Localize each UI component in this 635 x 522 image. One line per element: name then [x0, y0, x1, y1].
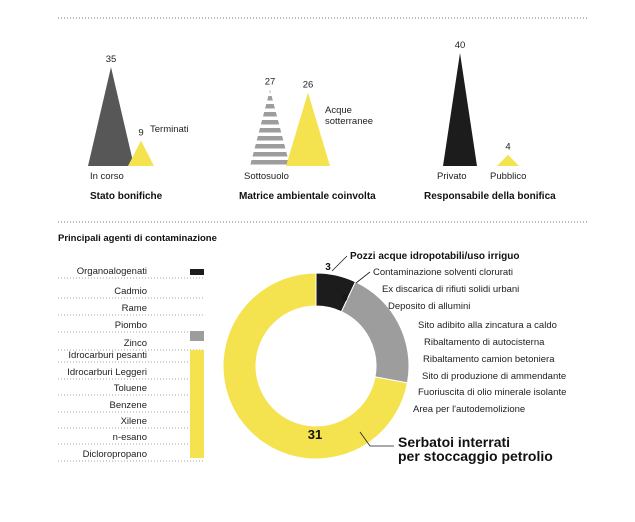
serbatoi-sublabel: Ribaltamento di autocisterna	[424, 337, 545, 348]
agents-list	[58, 266, 205, 461]
serbatoi-sublabel: Area per l'autodemolizione	[413, 404, 526, 415]
label-acque-line1: Acque	[325, 105, 352, 116]
value-privato: 40	[454, 40, 466, 51]
value-solventi: 9	[342, 293, 348, 304]
agent-label: Organoalogenati	[76, 266, 147, 277]
title-matrice-ambientale: Matrice ambientale coinvolta	[239, 191, 376, 202]
serbatoi-sublabel: Ribaltamento camion betoniera	[423, 354, 555, 365]
value-pubblico: 4	[505, 141, 511, 153]
agent-label: Benzene	[109, 400, 147, 411]
title-responsabile: Responsabile della bonifica	[424, 191, 556, 202]
serbatoi-sublabel: Fuoriuscita di olio minerale isolante	[418, 387, 567, 398]
leader-pozzi	[332, 256, 347, 271]
serbatoi-sublabels	[413, 320, 566, 415]
agent-label: Xilene	[120, 416, 147, 427]
label-sottosuolo: Sottosuolo	[244, 171, 289, 182]
value-in-corso: 35	[105, 54, 117, 66]
triangle-in-corso	[88, 67, 134, 166]
label-pozzi: Pozzi acque idropotabili/uso irriguo	[350, 251, 520, 262]
agent-label: Toluene	[113, 383, 147, 394]
value-terminati: 9	[138, 127, 144, 139]
label-ex-discarica: Ex discarica di rifiuti solidi urbani	[382, 284, 520, 295]
title-stato-bonifiche: Stato bonifiche	[90, 191, 163, 202]
triangle-sottosuolo	[250, 90, 290, 166]
triangle-pubblico	[497, 155, 519, 166]
agent-label: Idrocarburi pesanti	[68, 350, 147, 361]
value-acque-sotterranee: 26	[302, 79, 314, 91]
value-serbatoi: 31	[307, 427, 323, 442]
label-privato: Privato	[437, 171, 467, 182]
triangle-acque-sotterranee	[286, 93, 330, 166]
chart-responsabile	[424, 40, 556, 202]
label-serbatoi-2: per stoccaggio petrolio	[398, 448, 553, 464]
slice-solventi	[341, 282, 409, 383]
value-pozzi: 3	[325, 262, 331, 273]
label-in-corso: In corso	[90, 171, 124, 182]
serbatoi-sublabel: Sito di produzione di ammendante	[422, 371, 567, 382]
title-agenti: Principali agenti di contaminazione	[58, 233, 217, 244]
triangle-terminati	[128, 141, 154, 166]
bar-organoalogenati	[190, 269, 204, 275]
chart-stato-bonifiche	[88, 54, 189, 202]
agent-label: Idrocarburi Leggeri	[67, 367, 147, 378]
label-pubblico: Pubblico	[490, 171, 527, 182]
label-deposito: Deposito di allumini	[388, 301, 471, 312]
label-acque-line2: sotterranee	[325, 116, 374, 127]
agent-label: Rame	[121, 303, 147, 314]
label-serbatoi-1: Serbatoi interrati	[398, 434, 511, 450]
agent-label: Dicloropropano	[82, 449, 147, 460]
label-terminati: Terminati	[150, 124, 189, 135]
bar-zinco	[190, 331, 204, 341]
serbatoi-sublabel: Sito adibito alla zincatura a caldo	[418, 320, 557, 331]
label-acque-sotterranee	[325, 105, 373, 127]
triangle-privato	[443, 53, 477, 166]
agent-label: n-esano	[112, 432, 147, 443]
label-solventi: Contaminazione solventi clorurati	[373, 267, 513, 278]
agent-label: Piombo	[114, 320, 147, 331]
agent-label: Zinco	[123, 338, 147, 349]
value-sottosuolo: 27	[264, 76, 276, 88]
chart-matrice-ambientale	[239, 77, 376, 202]
leader-solventi	[356, 272, 370, 283]
agent-label: Cadmio	[114, 286, 147, 297]
bar-idrocarburi-group	[190, 350, 204, 458]
